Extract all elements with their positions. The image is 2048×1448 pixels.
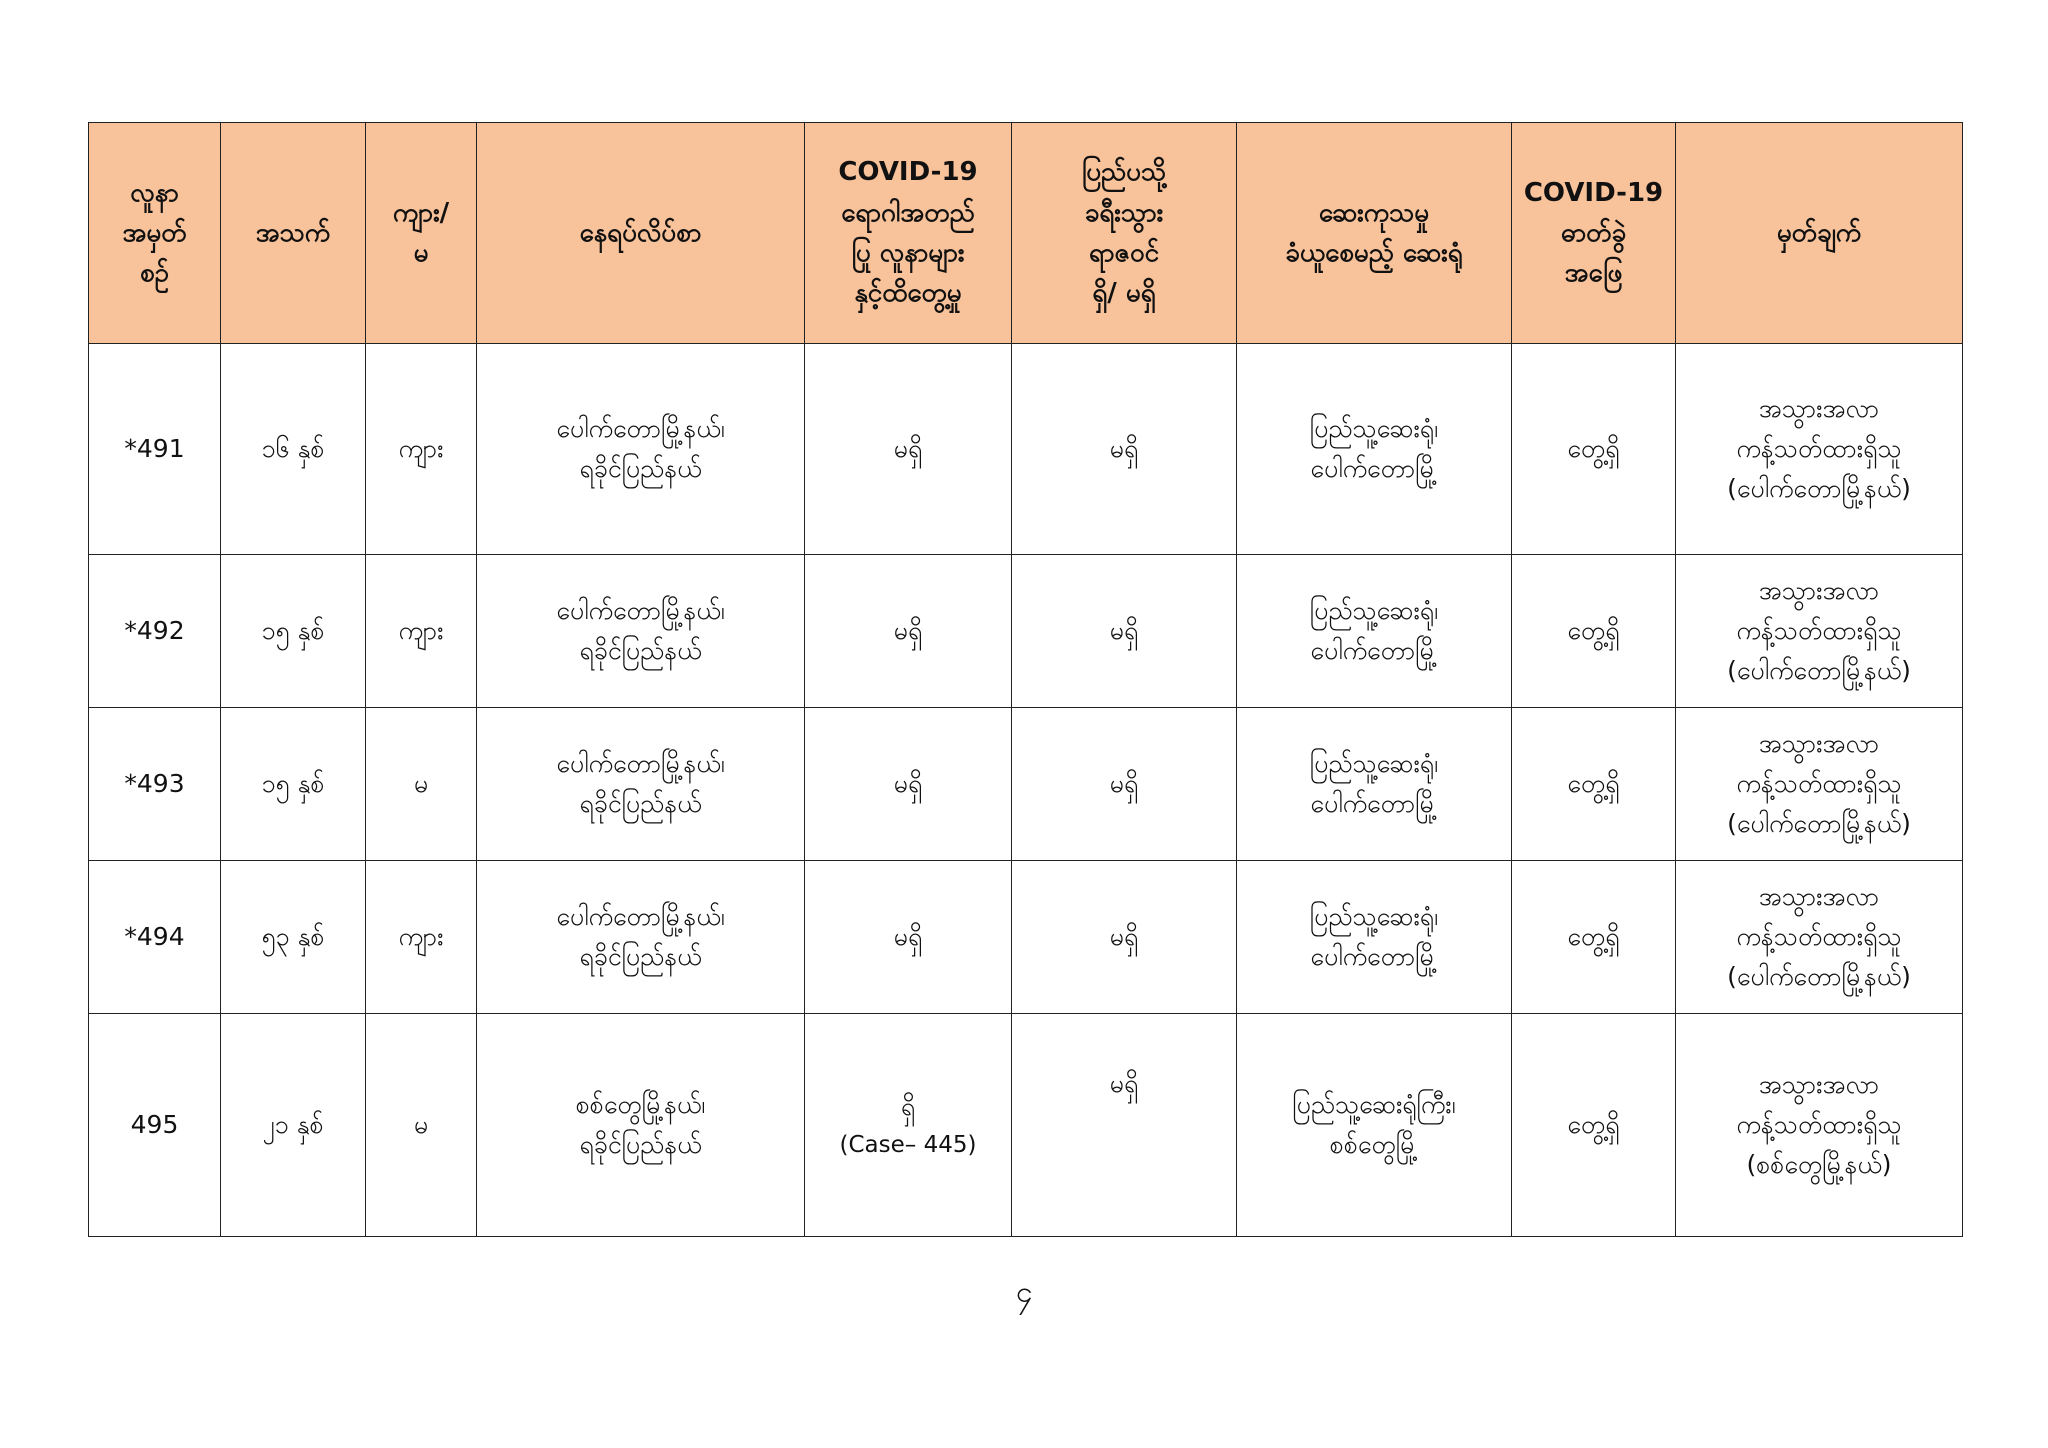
cell-contact: မရှိ bbox=[805, 708, 1012, 861]
cell-case-number: 495 bbox=[89, 1014, 221, 1237]
cell-travel-history: မရှိ bbox=[1012, 861, 1237, 1014]
cell-lab-result: တွေ့ရှိ bbox=[1512, 708, 1676, 861]
cell-travel-history: မရှိ bbox=[1012, 1014, 1237, 1237]
table-row bbox=[89, 861, 1963, 1014]
cell-contact: မရှိ bbox=[805, 344, 1012, 555]
covid-case-table bbox=[88, 122, 1963, 1237]
page-number: ၄ bbox=[1015, 1275, 1033, 1310]
cell-sex: မ bbox=[366, 1014, 477, 1237]
cell-contact: ရှိ (Case– 445) bbox=[805, 1014, 1012, 1237]
cell-address: စစ်တွေမြို့နယ်၊ ရခိုင်ပြည်နယ် bbox=[477, 1014, 805, 1237]
cell-age: ၂၁ နှစ် bbox=[221, 1014, 366, 1237]
cell-hospital: ပြည်သူ့ဆေးရုံ၊ ပေါက်တောမြို့ bbox=[1237, 555, 1512, 708]
cell-travel-history: မရှိ bbox=[1012, 708, 1237, 861]
cell-hospital: ပြည်သူ့ဆေးရုံ၊ ပေါက်တောမြို့ bbox=[1237, 344, 1512, 555]
cell-case-number: *492 bbox=[89, 555, 221, 708]
cell-remarks: အသွားအလာ ကန့်သတ်ထားရှိသူ (ပေါက်တောမြို့နယ်) bbox=[1676, 861, 1963, 1014]
cell-sex: ကျား bbox=[366, 555, 477, 708]
cell-lab-result: တွေ့ရှိ bbox=[1512, 344, 1676, 555]
header-hospital: ဆေးကုသမှု ခံယူစေမည့် ဆေးရုံ bbox=[1237, 123, 1512, 344]
cell-lab-result: တွေ့ရှိ bbox=[1512, 555, 1676, 708]
table-row bbox=[89, 344, 1963, 555]
cell-case-number: *494 bbox=[89, 861, 221, 1014]
cell-remarks: အသွားအလာ ကန့်သတ်ထားရှိသူ (ပေါက်တောမြို့နယ်) bbox=[1676, 344, 1963, 555]
cell-age: ၅၃ နှစ် bbox=[221, 861, 366, 1014]
cell-remarks: အသွားအလာ ကန့်သတ်ထားရှိသူ (ပေါက်တောမြို့နယ်) bbox=[1676, 708, 1963, 861]
cell-address: ပေါက်တောမြို့နယ်၊ ရခိုင်ပြည်နယ် bbox=[477, 861, 805, 1014]
cell-sex: ကျား bbox=[366, 344, 477, 555]
cell-remarks: အသွားအလာ ကန့်သတ်ထားရှိသူ (ပေါက်တောမြို့နယ်) bbox=[1676, 555, 1963, 708]
header-case-number: လူနာ အမှတ် စဉ် bbox=[89, 123, 221, 344]
header-row bbox=[89, 123, 1963, 344]
cell-remarks: အသွားအလာ ကန့်သတ်ထားရှိသူ (စစ်တွေမြို့နယ်) bbox=[1676, 1014, 1963, 1237]
cell-sex: မ bbox=[366, 708, 477, 861]
cell-address: ပေါက်တောမြို့နယ်၊ ရခိုင်ပြည်နယ် bbox=[477, 344, 805, 555]
header-travel-history: ပြည်ပသို့ ခရီးသွား ရာဇဝင် ရှိ/ မရှိ bbox=[1012, 123, 1237, 344]
table-row bbox=[89, 708, 1963, 861]
header-age: အသက် bbox=[221, 123, 366, 344]
cell-travel-history: မရှိ bbox=[1012, 344, 1237, 555]
cell-travel-history: မရှိ bbox=[1012, 555, 1237, 708]
cell-address: ပေါက်တောမြို့နယ်၊ ရခိုင်ပြည်နယ် bbox=[477, 708, 805, 861]
header-remarks: မှတ်ချက် bbox=[1676, 123, 1963, 344]
cell-sex: ကျား bbox=[366, 861, 477, 1014]
table-row bbox=[89, 1014, 1963, 1237]
cell-lab-result: တွေ့ရှိ bbox=[1512, 1014, 1676, 1237]
header-lab-result: COVID-19 ဓာတ်ခွဲ အဖြေ bbox=[1512, 123, 1676, 344]
cell-address: ပေါက်တောမြို့နယ်၊ ရခိုင်ပြည်နယ် bbox=[477, 555, 805, 708]
cell-age: ၁၆ နှစ် bbox=[221, 344, 366, 555]
cell-case-number: *491 bbox=[89, 344, 221, 555]
cell-lab-result: တွေ့ရှိ bbox=[1512, 861, 1676, 1014]
cell-contact: မရှိ bbox=[805, 555, 1012, 708]
cell-hospital: ပြည်သူ့ဆေးရုံ၊ ပေါက်တောမြို့ bbox=[1237, 861, 1512, 1014]
header-sex: ကျား/ မ bbox=[366, 123, 477, 344]
table-row bbox=[89, 555, 1963, 708]
cell-age: ၁၅ နှစ် bbox=[221, 555, 366, 708]
cell-contact: မရှိ bbox=[805, 861, 1012, 1014]
header-address: နေရပ်လိပ်စာ bbox=[477, 123, 805, 344]
header-contact: COVID-19 ရောဂါအတည် ပြု လူနာများ နှင့်ထိတွေ့မှု bbox=[805, 123, 1012, 344]
cell-hospital: ပြည်သူ့ဆေးရုံကြီး၊ စစ်တွေမြို့ bbox=[1237, 1014, 1512, 1237]
cell-case-number: *493 bbox=[89, 708, 221, 861]
cell-hospital: ပြည်သူ့ဆေးရုံ၊ ပေါက်တောမြို့ bbox=[1237, 708, 1512, 861]
cell-age: ၁၅ နှစ် bbox=[221, 708, 366, 861]
